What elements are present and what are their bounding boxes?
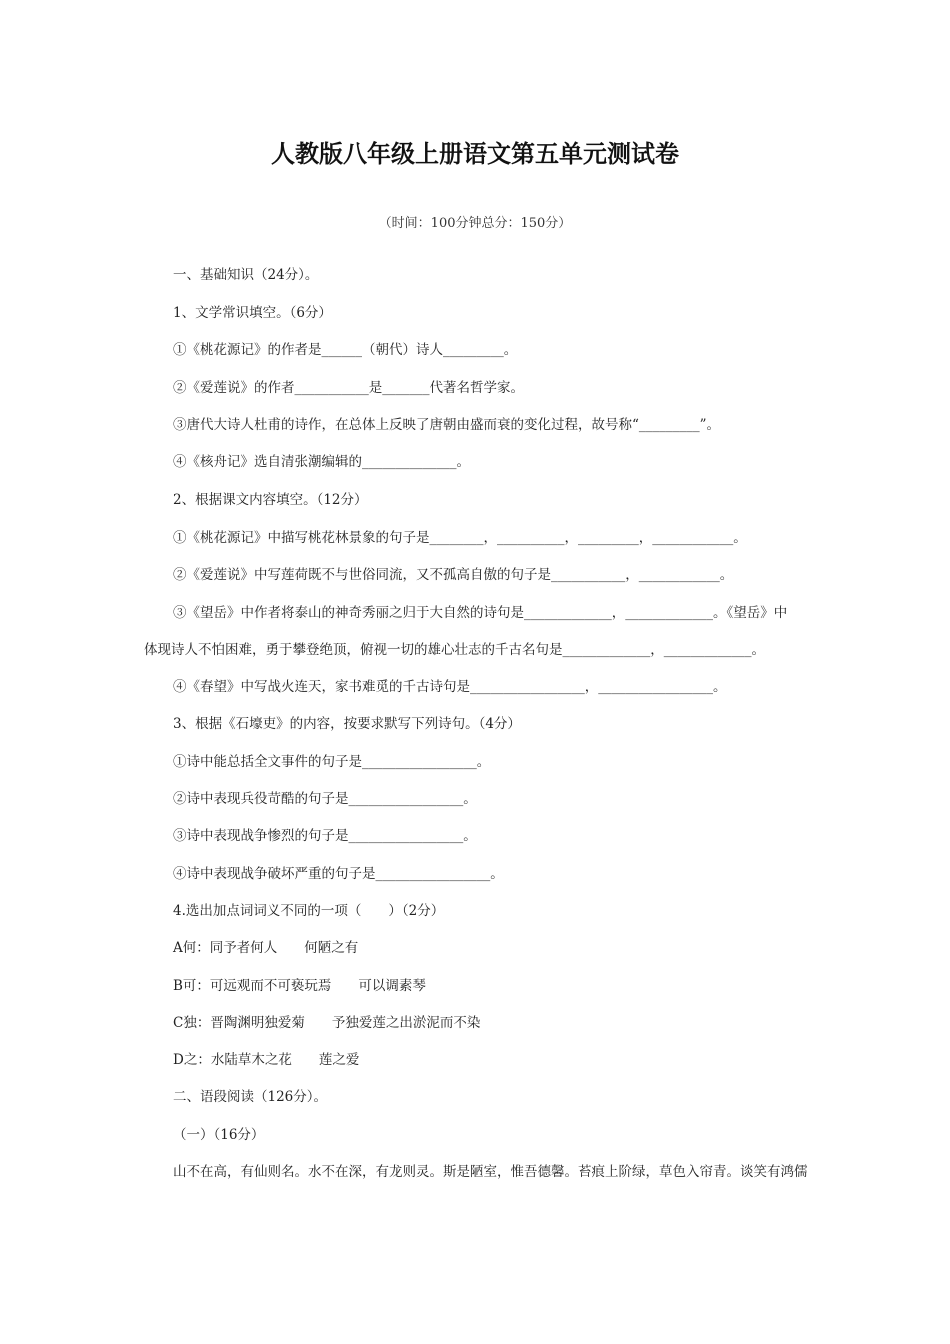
question-line: ③诗中表现战争惨烈的句子是_________________。 <box>173 828 477 844</box>
option-a: A何：同予者何人 何陋之有 <box>173 940 359 956</box>
question-heading: 2、根据课文内容填空。（12分） <box>173 492 368 508</box>
question-heading: 1、文学常识填空。（6分） <box>173 305 332 321</box>
document-subtitle: （时间：100分钟总分：150分） <box>378 216 572 231</box>
option-d: D之：水陆草木之花 莲之爱 <box>173 1052 360 1068</box>
option-b: B可：可远观而不可亵玩焉 可以调素琴 <box>173 978 426 994</box>
question-line: ④《春望》中写战火连天，家书难觅的千古诗句是_________________，_________________。 <box>173 679 727 695</box>
passage-text: 山不在高，有仙则名。水不在深，有龙则灵。斯是陋室，惟吾德馨。苔痕上阶绿，草色入帘青。谈笑有鸿儒 <box>173 1164 808 1180</box>
option-c: C独：晋陶渊明独爱菊 予独爱莲之出淤泥而不染 <box>173 1015 481 1031</box>
question-heading: 3、根据《石壕吏》的内容，按要求默写下列诗句。（4分） <box>173 716 521 732</box>
question-line: ④诗中表现战争破坏严重的句子是_________________。 <box>173 866 504 882</box>
document-title: 人教版八年级上册语文第五单元测试卷 <box>271 140 679 168</box>
question-line: ①《桃花源记》的作者是______（朝代）诗人_________。 <box>173 342 518 358</box>
question-line: ①诗中能总括全文事件的句子是_________________。 <box>173 754 491 770</box>
question-line: ①《桃花源记》中描写桃花林景象的句子是________，__________，_________，____________。 <box>173 530 747 546</box>
section-heading: 一、基础知识（24分）。 <box>173 267 319 283</box>
question-line: ②《爱莲说》的作者___________是_______代著名哲学家。 <box>173 380 524 396</box>
question-line: ③唐代大诗人杜甫的诗作，在总体上反映了唐朝由盛而衰的变化过程，故号称“_________”。 <box>173 417 721 433</box>
question-line: ②《爱莲说》中写莲荷既不与世俗同流，又不孤高自傲的句子是___________，____________。 <box>173 567 734 583</box>
question-heading: 4.选出加点词词义不同的一项（ ）（2分） <box>173 903 445 919</box>
question-line: ④《核舟记》选自清张潮编辑的______________。 <box>173 454 470 470</box>
question-line: ②诗中表现兵役苛酷的句子是_________________。 <box>173 791 477 807</box>
subsection-heading: （一）（16分） <box>173 1127 265 1143</box>
question-line-continued: 体现诗人不怕困难，勇于攀登绝顶，俯视一切的雄心壮志的千古名句是_____________，_____________。 <box>144 642 765 658</box>
question-line: ③《望岳》中作者将泰山的神奇秀丽之归于大自然的诗句是_____________，_____________。《望岳》中 <box>173 605 788 621</box>
section-heading: 二、语段阅读（126分）。 <box>173 1089 328 1105</box>
